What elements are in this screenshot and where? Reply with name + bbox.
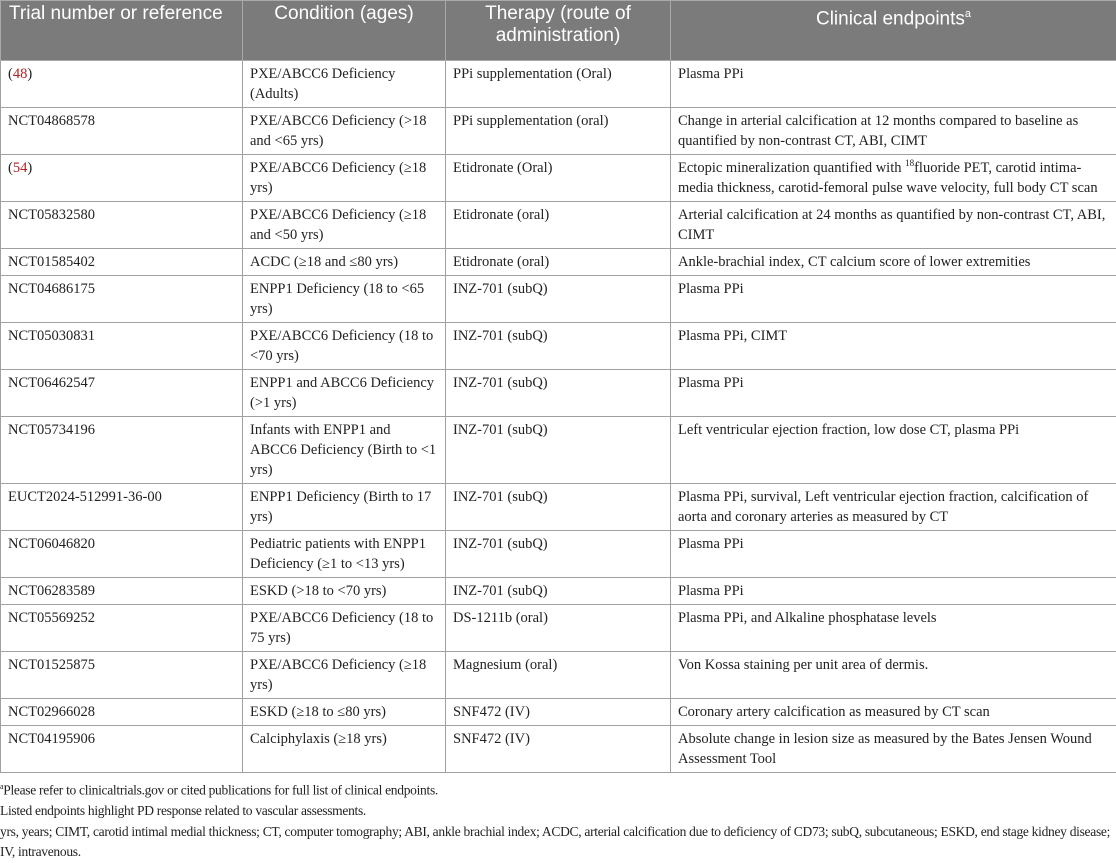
endpoints-cell: Von Kossa staining per unit area of dermis.: [671, 652, 1116, 699]
table-row: [1, 276, 1116, 323]
therapy-cell: Etidronate (oral): [446, 202, 671, 249]
endpoints-cell: Coronary artery calcification as measured by CT scan: [671, 699, 1116, 726]
table-row: [1, 531, 1116, 578]
superscript: 18: [905, 158, 914, 168]
endpoints-cell: Plasma PPi, CIMT: [671, 323, 1116, 370]
table-row: [1, 578, 1116, 605]
table-row: [1, 726, 1116, 773]
condition-cell: PXE/ABCC6 Deficiency (≥18 and <50 yrs): [243, 202, 446, 249]
condition-cell: ESKD (≥18 to ≤80 yrs): [243, 699, 446, 726]
footnote-abbreviations: yrs, years; CIMT, carotid intimal medial thickness; CT, computer tomography; ABI, ankle brachial index; ACDC, arterial calcification due to deficiency of CD73; subQ, subcutaneous; ESKD, end stage kidney disease; IV, intravenous.: [0, 822, 1116, 863]
trial-cell: NCT01525875: [1, 652, 243, 699]
therapy-cell: INZ-701 (subQ): [446, 417, 671, 484]
trial-cell: [1, 155, 243, 202]
trial-cell: NCT05734196: [1, 417, 243, 484]
trial-cell: NCT06462547: [1, 370, 243, 417]
condition-cell: ACDC (≥18 and ≤80 yrs): [243, 249, 446, 276]
table-row: [1, 202, 1116, 249]
condition-cell: ENPP1 Deficiency (18 to <65 yrs): [243, 276, 446, 323]
header-row: [1, 1, 1116, 61]
table-footnotes: [0, 773, 1116, 863]
condition-cell: Calciphylaxis (≥18 yrs): [243, 726, 446, 773]
reference-link[interactable]: 54: [13, 160, 28, 176]
paren: (: [8, 66, 13, 82]
condition-cell: PXE/ABCC6 Deficiency (18 to <70 yrs): [243, 323, 446, 370]
footnote-1-text: Please refer to clinicaltrials.gov or cited publications for full list of clinical endpoints.: [3, 783, 438, 798]
condition-cell: PXE/ABCC6 Deficiency (>18 and <65 yrs): [243, 108, 446, 155]
footnote-marker: a: [0, 782, 3, 791]
header-endpoints-label: Clinical endpoints: [816, 8, 965, 29]
condition-cell: Infants with ENPP1 and ABCC6 Deficiency (Birth to <1 yrs): [243, 417, 446, 484]
endpoints-cell: Left ventricular ejection fraction, low dose CT, plasma PPi: [671, 417, 1116, 484]
therapy-cell: DS-1211b (oral): [446, 605, 671, 652]
header-therapy: Therapy (route of administration): [446, 1, 671, 61]
condition-cell: ENPP1 and ABCC6 Deficiency (>1 yrs): [243, 370, 446, 417]
table-row: [1, 417, 1116, 484]
endpoints-cell: Plasma PPi, survival, Left ventricular ejection fraction, calcification of aorta and coronary arteries as measured by CT: [671, 484, 1116, 531]
table-row: [1, 699, 1116, 726]
footnote-1: [0, 777, 1116, 801]
paren: (: [8, 160, 13, 176]
table-row: [1, 155, 1116, 202]
table-row: [1, 323, 1116, 370]
therapy-cell: PPi supplementation (oral): [446, 108, 671, 155]
therapy-cell: INZ-701 (subQ): [446, 531, 671, 578]
table-row: [1, 484, 1116, 531]
endpoints-cell: Arterial calcification at 24 months as quantified by non-contrast CT, ABI, CIMT: [671, 202, 1116, 249]
condition-cell: PXE/ABCC6 Deficiency (Adults): [243, 61, 446, 108]
trial-cell: NCT01585402: [1, 249, 243, 276]
condition-cell: PXE/ABCC6 Deficiency (18 to 75 yrs): [243, 605, 446, 652]
table-row: [1, 605, 1116, 652]
endpoints-cell: Plasma PPi: [671, 578, 1116, 605]
therapy-cell: Etidronate (Oral): [446, 155, 671, 202]
therapy-cell: INZ-701 (subQ): [446, 484, 671, 531]
therapy-cell: INZ-701 (subQ): [446, 370, 671, 417]
endpoints-cell: Change in arterial calcification at 12 months compared to baseline as quantified by non-contrast CT, ABI, CIMT: [671, 108, 1116, 155]
table-row: [1, 61, 1116, 108]
condition-cell: ESKD (>18 to <70 yrs): [243, 578, 446, 605]
condition-cell: PXE/ABCC6 Deficiency (≥18 yrs): [243, 652, 446, 699]
trial-cell: NCT04686175: [1, 276, 243, 323]
endpoints-cell: Plasma PPi: [671, 531, 1116, 578]
therapy-cell: Etidronate (oral): [446, 249, 671, 276]
trial-cell: NCT04195906: [1, 726, 243, 773]
condition-cell: ENPP1 Deficiency (Birth to 17 yrs): [243, 484, 446, 531]
therapy-cell: PPi supplementation (Oral): [446, 61, 671, 108]
trial-cell: NCT05832580: [1, 202, 243, 249]
trial-cell: EUCT2024-512991-36-00: [1, 484, 243, 531]
header-condition: Condition (ages): [243, 1, 446, 61]
table-row: [1, 108, 1116, 155]
paren: ): [27, 160, 32, 176]
footnote-marker: a: [965, 8, 971, 20]
paren: ): [27, 66, 32, 82]
endpoints-cell: Absolute change in lesion size as measured by the Bates Jensen Wound Assessment Tool: [671, 726, 1116, 773]
endpoints-text: fluoride PET, carotid intima-media thickness, carotid-femoral pulse wave velocity, full body CT scan: [678, 160, 1098, 196]
trial-cell: NCT06283589: [1, 578, 243, 605]
endpoints-cell: Plasma PPi: [671, 61, 1116, 108]
therapy-cell: INZ-701 (subQ): [446, 323, 671, 370]
table-row: [1, 370, 1116, 417]
trial-cell: NCT05030831: [1, 323, 243, 370]
reference-link[interactable]: 48: [13, 66, 28, 82]
endpoints-cell: Plasma PPi, and Alkaline phosphatase levels: [671, 605, 1116, 652]
condition-cell: PXE/ABCC6 Deficiency (≥18 yrs): [243, 155, 446, 202]
trial-cell: NCT04868578: [1, 108, 243, 155]
endpoints-cell: [671, 155, 1116, 202]
trial-cell: NCT06046820: [1, 531, 243, 578]
table-row: [1, 249, 1116, 276]
therapy-cell: INZ-701 (subQ): [446, 276, 671, 323]
therapy-cell: SNF472 (IV): [446, 699, 671, 726]
endpoints-cell: Plasma PPi: [671, 370, 1116, 417]
endpoints-cell: Plasma PPi: [671, 276, 1116, 323]
header-trial: Trial number or reference: [1, 1, 243, 61]
endpoints-text: Ectopic mineralization quantified with: [678, 160, 905, 176]
trial-cell: NCT05569252: [1, 605, 243, 652]
condition-cell: Pediatric patients with ENPP1 Deficiency (≥1 to <13 yrs): [243, 531, 446, 578]
table-row: [1, 652, 1116, 699]
therapy-cell: INZ-701 (subQ): [446, 578, 671, 605]
endpoints-cell: Ankle-brachial index, CT calcium score of lower extremities: [671, 249, 1116, 276]
therapy-cell: Magnesium (oral): [446, 652, 671, 699]
header-endpoints: [671, 1, 1116, 61]
therapy-cell: SNF472 (IV): [446, 726, 671, 773]
trial-cell: [1, 61, 243, 108]
trial-cell: NCT02966028: [1, 699, 243, 726]
footnote-2: Listed endpoints highlight PD response related to vascular assessments.: [0, 801, 1116, 822]
